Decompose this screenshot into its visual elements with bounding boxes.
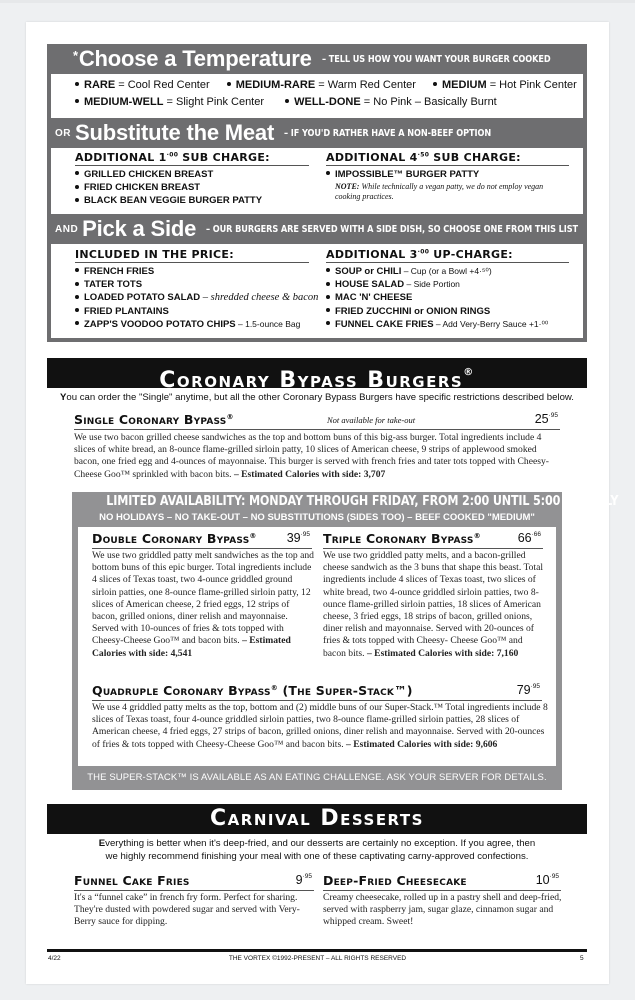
burgers-intro: You can order the "Single" anytime, but all the other Coronary Bypass Burgers have specific restrictions described below. [60,392,574,403]
bullet-icon [75,171,79,175]
footer-date: 4/22 [48,955,61,962]
double-bypass-name: Double Coronary Bypass® [92,531,257,546]
sides-header [47,214,635,244]
super-stack-challenge-note: THE SUPER-STACK™ IS AVAILABLE AS AN EATING CHALLENGE. ASK YOUR SERVER FOR DETAILS. [87,772,547,783]
viewer-top-edge [0,0,635,3]
bullet-icon [326,308,330,312]
single-bypass-price: $25^{\cdot 95}$ [534,412,558,426]
temp-option: RARE = Cool Red Center [75,79,210,91]
bullet-icon [75,321,79,325]
sub-charge-1-column [75,151,309,208]
vegan-note: NOTE: While technically a vegan patty, we do not employ vegan cooking practices. [335,182,544,202]
temp-option: MEDIUM-WELL = Slight Pink Center [75,96,264,108]
substitute-prefix: OR [55,127,71,139]
substitute-option: BLACK BEAN VEGGIE BURGER PATTY [75,194,309,207]
temperature-row-2 [75,96,497,108]
bullet-icon [75,282,79,286]
asterisk: * [73,48,78,63]
page-number: 5 [580,955,584,962]
substitute-body [51,148,583,214]
footer-rule [47,949,587,952]
funnel-cake-fries-header [74,873,314,891]
bullet-icon [433,82,437,86]
single-bypass-name: Single Coronary Bypass® [74,412,234,427]
burgers-section-banner: Coronary Bypass Burgers® [47,358,587,388]
substitute-subtitle: – IF YOU'D RATHER HAVE A NON-BEEF OPTION [284,127,492,139]
limited-items-panel [78,527,556,766]
side-option: TATER TOTS [75,278,309,291]
sides-prefix: AND [55,223,79,235]
double-bypass-price: $39^{\cdot 95}$ [286,531,310,545]
included-sides-title: INCLUDED IN THE PRICE: [75,248,309,263]
substitute-option: GRILLED CHICKEN BREAST [75,168,309,181]
funnel-cake-fries-name: Funnel Cake Fries [74,873,190,888]
bullet-icon [75,268,79,272]
temperature-title: Choose a Temperature [78,46,312,71]
temp-option: MEDIUM-RARE = Warm Red Center [227,79,416,91]
substitute-header [47,118,525,148]
deep-fried-cheesecake-name: Deep-Fried Cheesecake [323,873,467,888]
sub-charge-1-title: ADDITIONAL $1^{\cdot 00}$ SUB CHARGE: [75,151,309,166]
temp-option: WELL-DONE = No Pink – Basically Burnt [285,96,497,108]
footer-copyright: THE VORTEX ©1992-PRESENT – ALL RIGHTS RESERVED [228,955,407,962]
deep-fried-cheesecake-price: $10^{\cdot 95}$ [535,873,559,887]
quadruple-bypass-price: $79^{\cdot 95}$ [516,683,540,697]
bullet-icon [75,198,79,202]
quadruple-bypass-name: Quadruple Coronary Bypass® (The Super-Stack™) [92,683,413,698]
quadruple-bypass-header [92,683,542,701]
temperature-row-1 [75,79,577,91]
bullet-icon [75,99,79,103]
bullet-icon [75,295,79,299]
bullet-icon [75,185,79,189]
side-option: FRIED ZUCCHINI or ONION RINGS [326,305,569,318]
included-sides-column [75,248,319,331]
sub-charge-2-title: ADDITIONAL $4^{\cdot 50}$ SUB CHARGE: [326,151,569,166]
sub-charge-2-column [326,151,569,202]
takeout-note: Not available for take-out [327,415,416,425]
bullet-icon [326,321,330,325]
sides-subtitle: – OUR BURGERS ARE SERVED WITH A SIDE DISH, SO CHOOSE ONE FROM THIS LIST [206,223,579,235]
side-option: LOADED POTATO SALAD – shredded cheese & bacon [75,291,309,304]
deep-fried-cheesecake-description: Creamy cheesecake, rolled up in a pastry shell and deep-fried, served with raspberry jam, sugar glaze, cinnamon sugar and whipped cream. Sweet! [323,892,562,928]
temperature-subtitle: – TELL US HOW YOU WANT YOUR BURGER COOKED [321,53,551,65]
side-option: FRIED PLANTAINS [75,305,309,318]
limited-availability-restrictions: NO HOLIDAYS – NO TAKE-OUT – NO SUBSTITUTIONS (SIDES TOO) – BEEF COOKED "MEDIUM" [99,512,535,523]
temperature-body [51,74,583,118]
upcharge-sides-title: ADDITIONAL $3^{\cdot 00}$ UP-CHARGE: [326,248,569,263]
triple-bypass-header [323,531,543,549]
side-option: ZAPP'S VOODOO POTATO CHIPS – 1.5-ounce Bag [75,318,309,331]
side-option: HOUSE SALAD – Side Portion [326,278,569,291]
limited-availability-box [72,492,619,790]
single-bypass-header [74,412,560,430]
bullet-icon [326,268,330,272]
burger-options-panel [47,44,587,342]
bullet-icon [326,282,330,286]
double-bypass-description: We use two griddled patty melt sandwiches as the top and bottom buns of this epic burger. Total ingredients include 4 slices of Texas toast, two 4-ounce griddled ground sirloin patties, one 8-ounce flame-grilled sirloin patty, 12 slices of American cheese, 2 fried eggs, 12 strips of bacon, grilled onions, diner relish and mayonnaise. Served with 10-ounces of fries & tots topped with Cheesy-Cheese Goo™ and bacon bits. – Estimated Calories with side: 4,541 [92,550,314,659]
side-option: FRENCH FRIES [75,265,309,278]
sides-body [51,244,583,338]
bullet-icon [326,171,330,175]
triple-bypass-name: Triple Coronary Bypass® [323,531,481,546]
upcharge-sides-column [326,248,569,331]
substitute-option: IMPOSSIBLE™ BURGER PATTY [326,168,569,181]
desserts-section-banner: Carnival Desserts [47,804,587,834]
deep-fried-cheesecake-header [323,873,561,891]
bullet-icon [75,82,79,86]
triple-bypass-price: $66^{\cdot 66}$ [517,531,541,545]
substitute-title: Substitute the Meat [75,120,275,145]
side-option: FUNNEL CAKE FRIES – Add Very-Berry Sauce +1·⁰⁰ [326,318,569,331]
double-bypass-header [92,531,312,549]
temp-option: MEDIUM = Hot Pink Center [433,79,577,91]
side-option: MAC 'N' CHEESE [326,291,569,304]
bullet-icon [75,308,79,312]
single-bypass-description: We use two bacon grilled cheese sandwiches as the top and bottom buns of this big-ass burger. Total ingredients include 4 slices of white bread, an 8-ounce flame-grilled sirloin patty, 10 slices of American cheese, 9 strips of applewood smoked bacon, one fried egg and 4-ounces of mayonnaise. This burger is served with french fries and tater tots topped with Cheesy-Cheese Goo™ sprinkled with bacon bits. – Estimated Calories with side: 3,707 [74,432,549,480]
limited-availability-title: LIMITED AVAILABILITY: MONDAY THROUGH FRIDAY, FROM 2:00 UNTIL 5:00 PM ONLY [106,494,619,509]
substitute-option: FRIED CHICKEN BREAST [75,181,309,194]
bullet-icon [227,82,231,86]
desserts-intro: Everything is better when it's deep-fried, and our desserts are certainly no exception. If you agree, then we highly recommend finishing your meal with one of these captivating carny-approved confections. [98,838,536,862]
funnel-cake-fries-description: It's a “funnel cake” in french fry form. Perfect for sharing. They're dusted with powdered sugar and served with Very-Berry sauce for dipping. [74,892,300,928]
side-option: SOUP or CHILI – Cup (or a Bowl +4·⁵⁰) [326,265,569,278]
funnel-cake-fries-price: $9^{\cdot 95}$ [295,873,312,887]
bullet-icon [326,295,330,299]
temperature-header [47,44,587,74]
sides-title: Pick a Side [82,216,197,241]
triple-bypass-description: We use two griddled patty melts, and a bacon-grilled cheese sandwich as the 3 buns that shape this beast. Total ingredients include 4 slices of Texas toast, two slices of white bread, two 4-ounce griddled sirloin patties, two 8-ounce flame-grilled sirloin patties, 18 slices of American cheese, 3 fried eggs, 18 strips of bacon, grilled onions, diner relish and mayonnaise. Served with 20-ounces of fries & tots topped with Cheesy- Cheese Goo™ and bacon bits. – Estimated Calories with side: 7,160 [323,550,544,659]
quadruple-bypass-description: We use 4 griddled patty melts as the top, bottom and (2) middle buns of our Super-Stack.™ Total ingredients include 8 slices of Texas toast, four 4-ounce griddled sirloin patties, two 8-ounce flame-grilled sirloin patties, 28 slices of American cheese, 4 fried eggs, 27 strips of bacon, grilled onions, diner relish and mayonnaise. Served with 20-ounces of fries & tots topped with Cheesy-Cheese Goo™ and bacon bits. – Estimated Calories with side: 9,606 [92,702,548,750]
bullet-icon [285,99,289,103]
